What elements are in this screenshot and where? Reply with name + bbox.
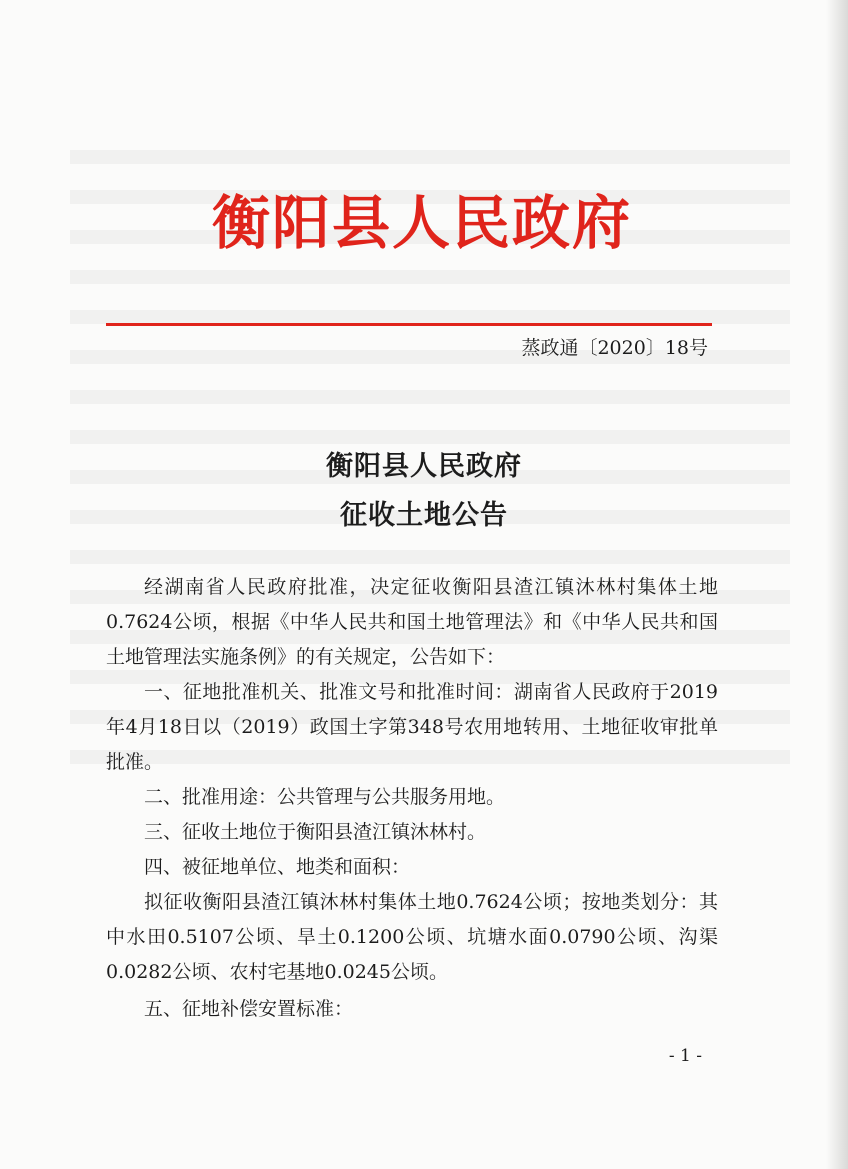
item-land-units-detail: 拟征收衡阳县渣江镇沐林村集体土地0.7624公顷；按地类划分：其中水田0.5107公顷、旱土0.1200公顷、坑塘水面0.0790公顷、沟渠0.0282公顷、农村宅基地0.0245公顷。 [106, 891, 718, 983]
item-approval-authority: 一、征地批准机关、批准文号和批准时间：湖南省人民政府于2019年4月18日以（2019）政国土字第348号农用地转用、土地征收审批单批准。 [106, 681, 718, 773]
item-compensation-heading: 五、征地补偿安置标准： [144, 998, 354, 1020]
notice-title-subject: 征收土地公告 [340, 500, 508, 531]
page-number: - 1 - [668, 1046, 702, 1066]
item-land-location: 三、征收土地位于衡阳县渣江镇沐林村。 [144, 821, 487, 843]
notice-title-issuer: 衡阳县人民政府 [326, 451, 522, 482]
document-number: 蒸政通〔2020〕18号 [521, 337, 708, 359]
masthead-title: 衡阳县人民政府 [211, 189, 632, 257]
item-land-units-heading: 四、被征地单位、地类和面积： [144, 856, 411, 878]
scan-edge-shadow [826, 0, 848, 1169]
notice-body [106, 570, 718, 1027]
item-approved-use: 二、批准用途：公共管理与公共服务用地。 [144, 786, 506, 808]
red-divider-line [106, 323, 712, 326]
intro-paragraph: 经湖南省人民政府批准，决定征收衡阳县渣江镇沐林村集体土地0.7624公顷，根据《中华人民共和国土地管理法》和《中华人民共和国土地管理法实施条例》的有关规定，公告如下： [106, 576, 718, 668]
